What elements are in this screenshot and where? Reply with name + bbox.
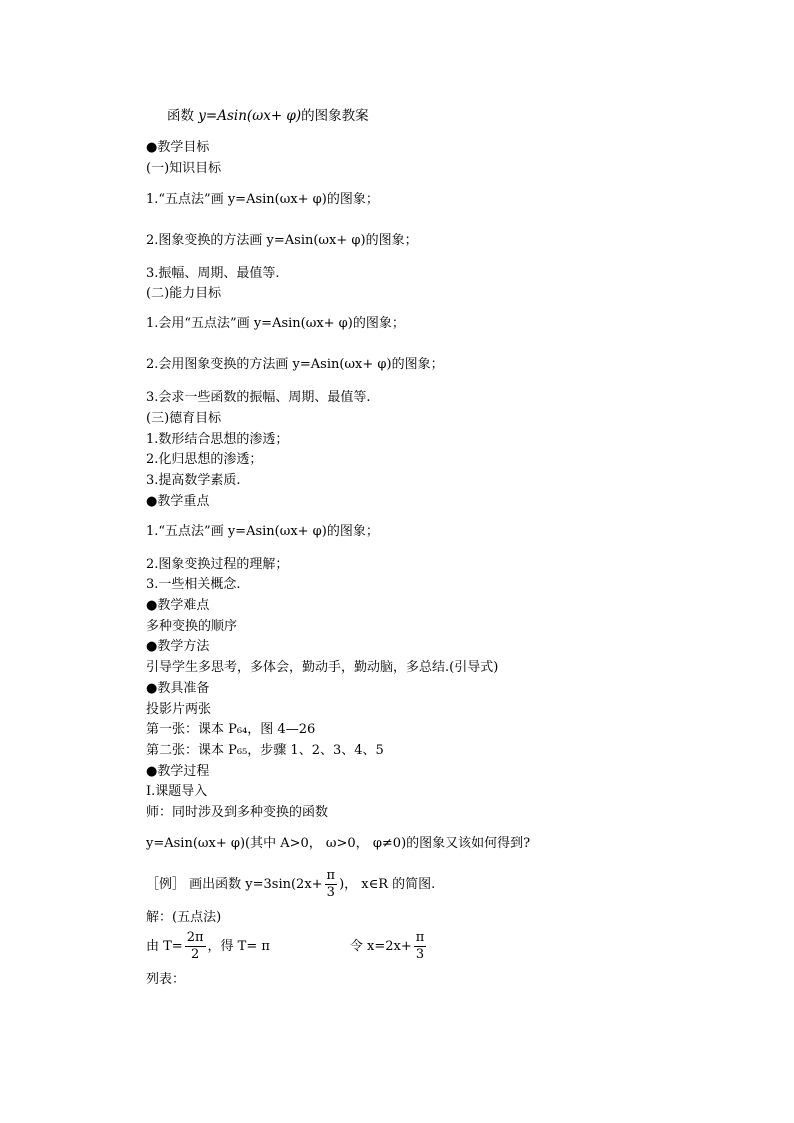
process-heading: ●教学过程 <box>146 764 210 779</box>
substitution-fraction <box>414 930 427 963</box>
tools-heading: ●教具准备 <box>146 681 210 696</box>
period-mid: ，得 T= π <box>207 939 270 954</box>
moral-goal-3: 3.提高数学素质. <box>146 473 241 488</box>
example-suffix: )， x∈R 的简图. <box>339 877 436 892</box>
key-point-2: 2.图象变换过程的理解； <box>146 557 289 572</box>
method-text: 引导学生多思考，多体会，勤动手，勤动脑，多总结.(引导式) <box>146 660 499 675</box>
ability-goal-2: 2.会用图象变换的方法画 y=Asin(ωx+ φ)的图象； <box>146 357 444 372</box>
teacher-line: 师：同时涉及到多种变换的函数 <box>146 805 329 820</box>
moral-goals-heading: (三)德育目标 <box>146 411 222 426</box>
title-formula: y=Asin(ωx+ φ) <box>198 108 302 124</box>
substitution-fraction-denominator: 3 <box>415 947 425 962</box>
knowledge-goal-2: 2.图象变换的方法画 y=Asin(ωx+ φ)的图象； <box>146 233 418 248</box>
table-label: 列表： <box>146 972 186 987</box>
example-prefix: ［例］ 画出函数 y=3sin(2x+ <box>146 877 323 892</box>
example-fraction-numerator: π <box>326 868 336 883</box>
ability-goal-3: 3.会求一些函数的振幅、周期、最值等. <box>146 390 371 405</box>
example-fraction <box>325 868 338 901</box>
tools-line-1: 投影片两张 <box>146 702 212 717</box>
key-point-1: 1.“五点法”画 y=Asin(ωx+ φ)的图象； <box>146 524 379 539</box>
method-heading: ●教学方法 <box>146 639 210 654</box>
tools-line-3: 第二张：课本 P₆₅，步骤 1、2、3、4、5 <box>146 743 384 758</box>
title-prefix: 函数 <box>167 108 199 124</box>
moral-goal-2: 2.化归思想的渗透； <box>146 452 263 467</box>
difficulty-heading: ●教学难点 <box>146 598 210 613</box>
solution-line: 解：(五点法) <box>146 910 222 925</box>
key-point-3: 3.一些相关概念. <box>146 577 241 592</box>
ability-goals-heading: (二)能力目标 <box>146 286 222 301</box>
moral-goal-1: 1.数形结合思想的渗透； <box>146 432 289 447</box>
substitution-fraction-numerator: π <box>415 930 425 945</box>
ability-goal-1: 1.会用“五点法”画 y=Asin(ωx+ φ)的图象； <box>146 316 405 331</box>
key-points-heading: ●教学重点 <box>146 494 210 509</box>
example-fraction-denominator: 3 <box>326 885 335 900</box>
page-title <box>167 108 369 124</box>
period-prefix: 由 T= <box>146 939 183 954</box>
knowledge-goal-1: 1.“五点法”画 y=Asin(ωx+ φ)的图象； <box>146 192 379 207</box>
period-fraction-denominator: 2 <box>190 947 200 962</box>
process-step-intro: Ⅰ.课题导入 <box>146 784 208 799</box>
title-suffix: 的图象教案 <box>301 108 369 124</box>
section-goals-heading: ●教学目标 <box>146 140 210 155</box>
period-line <box>146 930 428 963</box>
substitution-prefix: 令 x=2x+ <box>349 939 412 954</box>
period-fraction <box>185 930 206 963</box>
knowledge-goal-3: 3.振幅、周期、最值等. <box>146 266 280 281</box>
question-line: y=Asin(ωx+ φ)(其中 A>0， ω>0， φ≠0)的图象又该如何得到? <box>146 836 531 851</box>
tools-line-2: 第一张：课本 P₆₄，图 4—26 <box>146 722 316 737</box>
example-line <box>146 868 435 901</box>
period-fraction-numerator: 2π <box>186 930 204 945</box>
difficulty-text: 多种变换的顺序 <box>146 619 238 634</box>
knowledge-goals-heading: (一)知识目标 <box>146 161 222 176</box>
